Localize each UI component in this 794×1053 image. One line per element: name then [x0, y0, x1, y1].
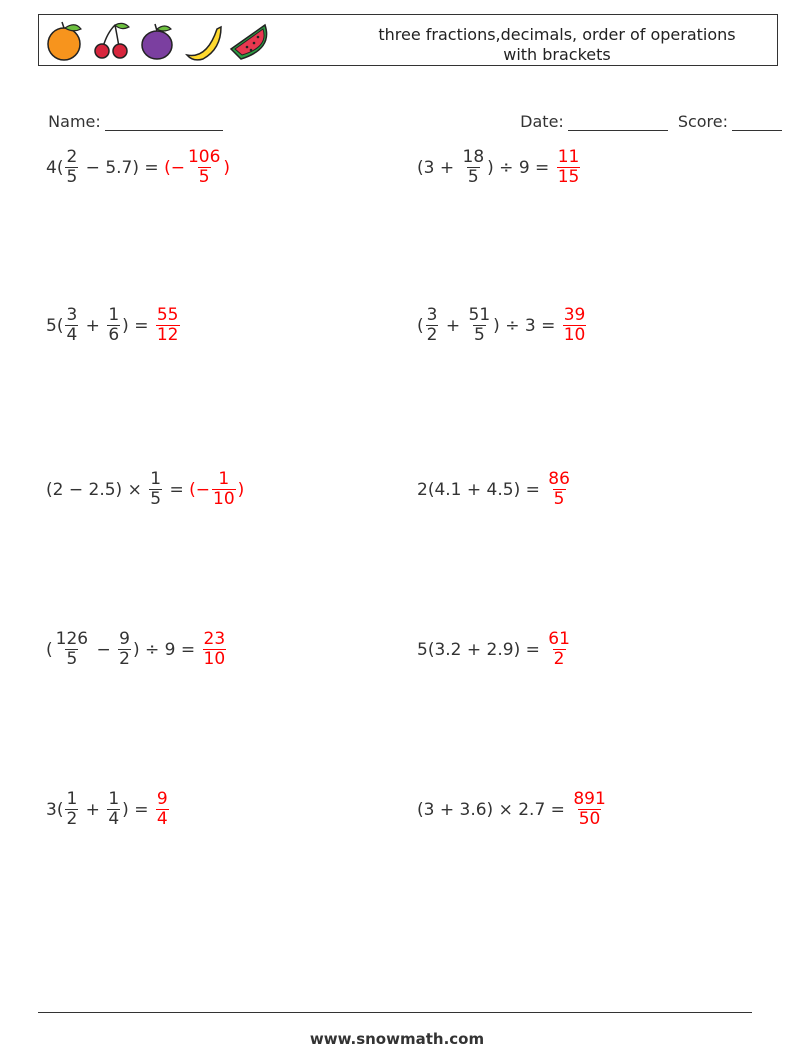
expr-text: ) = — [122, 315, 154, 336]
answer: $\frac{86}{5}$ — [548, 469, 570, 509]
problem-9 — [46, 790, 171, 829]
answer: $\frac{891}{50}$ — [573, 789, 606, 829]
expr-text: ( — [46, 639, 53, 660]
problem-5 — [46, 470, 244, 509]
problem-4 — [417, 306, 588, 345]
fraction: $\frac{51}{5}$ — [468, 305, 491, 345]
fraction: $\frac{1}{2}$ — [66, 789, 78, 829]
answer: $\frac{9}{4}$ — [156, 789, 168, 829]
expr-text: = — [164, 479, 190, 500]
footer-divider — [38, 1012, 752, 1013]
expr-text: − 5.7) = — [80, 157, 165, 178]
problem-7 — [46, 630, 228, 669]
expr-text: (2 − 2.5) × — [46, 479, 148, 500]
expr-text: ) ÷ 9 = — [487, 157, 555, 178]
name-blank[interactable] — [105, 114, 223, 131]
expr-text: 5(3.2 + 2.9) = — [417, 639, 546, 660]
expr-text: 3( — [46, 799, 64, 820]
fraction: $\frac{126}{5}$ — [55, 629, 89, 669]
score-blank[interactable] — [732, 114, 782, 131]
problem-1 — [46, 148, 230, 187]
watermelon-icon — [227, 19, 271, 63]
answer: $\frac{11}{15}$ — [557, 147, 580, 187]
name-field — [38, 93, 223, 131]
expr-text: ( — [417, 315, 424, 336]
expr-text: (3 + — [417, 157, 460, 178]
fraction: $\frac{1}{4}$ — [108, 789, 120, 829]
problem-8 — [417, 630, 573, 669]
problem-3 — [46, 306, 182, 345]
fraction: $\frac{2}{5}$ — [66, 147, 78, 187]
expr-text: + — [80, 799, 106, 820]
fraction: $\frac{1}{5}$ — [150, 469, 162, 509]
expr-text: + — [80, 315, 106, 336]
worksheet-header — [38, 14, 778, 66]
expr-text: − — [91, 639, 117, 660]
expr-text: ) = — [122, 799, 154, 820]
footer-url[interactable]: www.snowmath.com — [309, 1030, 485, 1048]
date-score-fields — [510, 93, 782, 131]
fraction: $\frac{1}{6}$ — [108, 305, 120, 345]
answer: $\frac{61}{2}$ — [548, 629, 570, 669]
score-label: Score: — [677, 112, 729, 131]
expr-text: + — [440, 315, 466, 336]
problem-2 — [417, 148, 582, 187]
title-line-1: three fractions,decimals, order of operations — [378, 25, 736, 44]
title-line-2: with brackets — [503, 45, 611, 64]
answer: $\frac{55}{12}$ — [156, 305, 179, 345]
plum-icon — [135, 19, 179, 63]
answer: (− $\frac{106}{5}$ ) — [164, 147, 231, 187]
expr-text: 5( — [46, 315, 64, 336]
cherries-icon — [89, 19, 133, 63]
date-label: Date: — [520, 112, 564, 131]
orange-icon — [43, 19, 87, 63]
answer: (− $\frac{1}{10}$ ) — [189, 469, 245, 509]
expr-text: 2(4.1 + 4.5) = — [417, 479, 546, 500]
date-blank[interactable] — [568, 114, 668, 131]
fraction: $\frac{3}{2}$ — [426, 305, 438, 345]
fruit-icons — [43, 19, 273, 63]
expr-text: ) ÷ 9 = — [132, 639, 201, 660]
name-label: Name: — [48, 112, 101, 131]
banana-icon — [181, 19, 225, 63]
expr-text: ) ÷ 3 = — [493, 315, 561, 336]
answer: $\frac{23}{10}$ — [203, 629, 226, 669]
fraction: $\frac{3}{4}$ — [66, 305, 78, 345]
fraction: $\frac{9}{2}$ — [119, 629, 130, 669]
problem-10 — [417, 790, 609, 829]
problem-6 — [417, 470, 573, 509]
answer: $\frac{39}{10}$ — [563, 305, 586, 345]
fraction: $\frac{18}{5}$ — [462, 147, 485, 187]
expr-text: 4( — [46, 157, 64, 178]
expr-text: (3 + 3.6) × 2.7 = — [417, 799, 571, 820]
worksheet-title — [347, 25, 767, 65]
